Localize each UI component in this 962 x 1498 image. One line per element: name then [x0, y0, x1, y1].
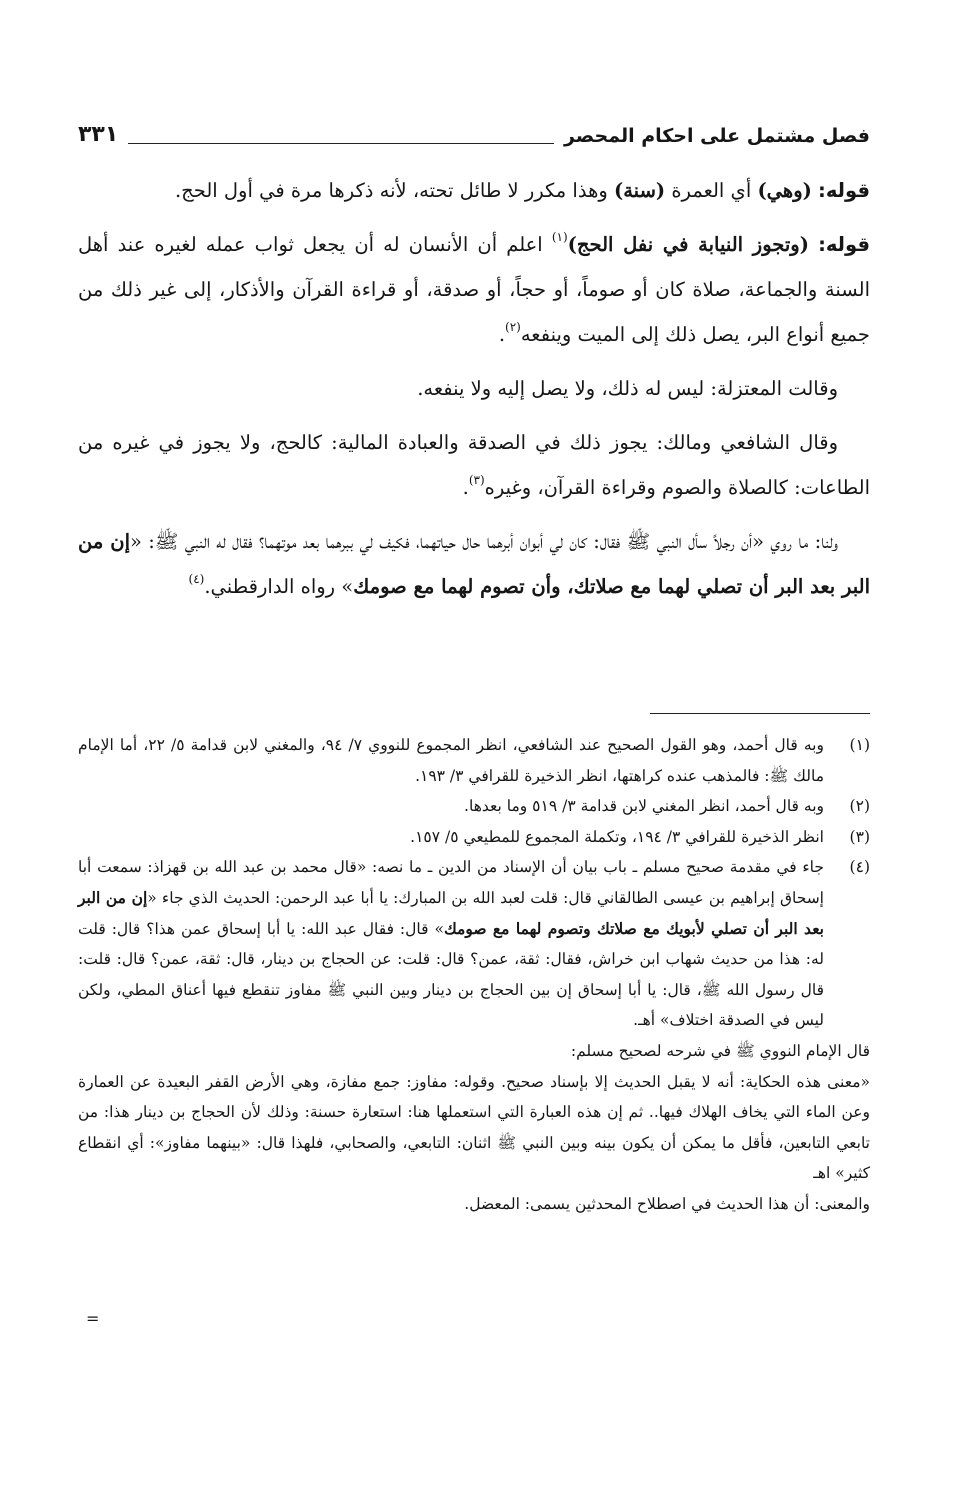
footnote-ref-4[interactable]: (٤)	[188, 572, 205, 586]
footnote-1	[78, 730, 870, 791]
running-title: فصل مشتمل على احكام المحصر	[563, 125, 870, 147]
main-text	[78, 168, 870, 618]
footnote-continuation: «معنى هذه الحكاية: أنه لا يقبل الحديث إلا بإسناد صحيح. وقوله: مفاوز: جمع مفازة، وهي الأرض القفر البعيدة عن العمارة وعن الماء التي يخاف الهلاك فيها.. ثم إن هذه العبارة التي استعملها هنا: استعارة حسنة: وذلك لأن الحجاج بن دينار هذا: من تابعي التابعين، فأقل ما يمكن أن يكون بينه وبين النبي ﷺ اثنان: التابعي، والصحابي، فلهذا قال: «بينهما مفاوز»: أي انقطاع كثير» اهـ	[78, 1072, 870, 1183]
hadith-text: إن من البر بعد البر أن تصلي لهما مع صلاتك، وأن تصوم لهما مع صومك	[78, 530, 870, 598]
keyword-qawluh: قوله:	[818, 179, 870, 202]
footnote-ref-3[interactable]: (٣)	[468, 473, 485, 487]
footnote-number: (١)	[849, 736, 870, 754]
footnote-text: انظر الذخيرة للقرافي ٣/ ١٩٤، وتكملة المجموع للمطيعي ٥/ ١٥٧.	[410, 827, 824, 846]
footnote-ref-2[interactable]: (٢)	[505, 320, 521, 334]
page-number: ٣٣١	[78, 122, 119, 147]
paragraph-2	[78, 222, 870, 357]
paragraph-1	[78, 168, 870, 213]
hadith-text: إن من البر بعد البر أن تصلي لأبويك مع صلاتك وتصوم لهما مع صومك	[78, 887, 824, 938]
continuation-mark: =	[86, 1309, 100, 1328]
footnote-number: (٣)	[849, 827, 870, 846]
footnote-ref-1[interactable]: (١)	[551, 230, 568, 244]
footnote-text	[78, 852, 824, 1036]
paragraph-5	[78, 519, 870, 609]
footnote-text-part: » قال: فقال عبد الله: يا أبا إسحاق عمن هذا؟ قال: قلت له: هذا من حديث شهاب ابن خراش، فقال: ثقة، عمن؟ قال: قلت: عن الحجاج بن دينار، قال: ثقة، عمن؟ قال: قلت: قال رسول الله ﷺ، قال: يا أبا إسحاق إن بين الحجاج بن دينار وبين النبي ﷺ مفاوز تنقطع فيها أعناق المطي، ولكن ليس في الصدقة اختلاف» أهـ.	[78, 919, 824, 1030]
paragraph-text: وهذا مكرر لا طائل تحته، لأنه ذكرها مرة في أول الحج.	[174, 179, 614, 202]
footnote-continuation: والمعنى: أن هذا الحديث في اصطلاح المحدثين يسمى: المعضل.	[464, 1194, 870, 1213]
paragraph-text: .	[462, 476, 469, 499]
footnote-4	[78, 852, 870, 1036]
footnote-2	[78, 791, 870, 822]
footnote-separator	[650, 713, 870, 714]
bold-phrase: (وهي)	[757, 179, 812, 202]
paragraph-text: ولنا: ما روي «أن رجلاً سأل النبي ﷺ فقال: كان لي أبوان أبرهما حال حياتهما، فكيف لي ببرهما بعد موتهما؟ فقال له النبي ﷺ: «	[130, 530, 838, 553]
footnotes	[78, 730, 870, 1220]
paragraph-text: .	[498, 323, 506, 346]
paragraph-4	[78, 420, 870, 510]
footnote-number: (٢)	[849, 797, 870, 816]
bold-phrase: (وتجوز النيابة في نفل الحج)	[567, 233, 809, 256]
paragraph-3	[78, 366, 870, 411]
footnote-text-part: جاء في مقدمة صحيح مسلم ـ باب بيان أن الإسناد من الدين ـ ما نصه: «قال محمد بن عبد الله بن قهزاذ: سمعت أبا إسحاق إبراهيم بن عيسى الطالقاني قال: قلت لعبد الله بن المبارك: يا أبا عبد الرحمن: الحديث الذي جاء «	[78, 858, 824, 907]
paragraph-text: » رواه الدارقطني.	[204, 575, 354, 598]
footnote-text: وبه قال أحمد، انظر المغني لابن قدامة ٣/ ٥١٩ وما بعدها.	[464, 797, 824, 816]
header-rule	[128, 143, 554, 144]
footnote-number: (٤)	[849, 858, 870, 877]
keyword-qawluh: قوله:	[818, 233, 871, 256]
paragraph-text: اعلم أن الأنسان له أن يجعل ثواب عمله لغيره عند أهل السنة والجماعة، صلاة كان أو صوماً، أو حجاً، أو صدقة، أو قراءة القرآن والأذكار، إلى غير ذلك من جميع أنواع البر، يصل ذلك إلى الميت وينفعه	[78, 233, 870, 346]
footnote-continuation: قال الإمام النووي ﷺ في شرحه لصحيح مسلم:	[570, 1041, 870, 1060]
paragraph-text: وقالت المعتزلة: ليس له ذلك، ولا يصل إليه ولا ينفعه.	[417, 377, 838, 400]
bold-phrase: (سنة)	[614, 179, 666, 202]
footnote-text: وبه قال أحمد، وهو القول الصحيح عند الشافعي، انظر المجموع للنووي ٧/ ٩٤، والمغني لابن قدامة ٥/ ٢٢، أما الإمام مالك ﷺ: فالمذهب عنده كراهتها، انظر الذخيرة للقرافي ٣/ ١٩٣.	[78, 736, 824, 785]
footnote-3	[78, 822, 870, 853]
paragraph-text: أي العمرة	[665, 179, 758, 202]
page-header	[78, 112, 870, 146]
paragraph-text: وقال الشافعي ومالك: يجوز ذلك في الصدقة والعبادة المالية: كالحج، ولا يجوز في غيره من الطاعات: كالصلاة والصوم وقراءة القرآن، وغيره	[78, 431, 870, 499]
